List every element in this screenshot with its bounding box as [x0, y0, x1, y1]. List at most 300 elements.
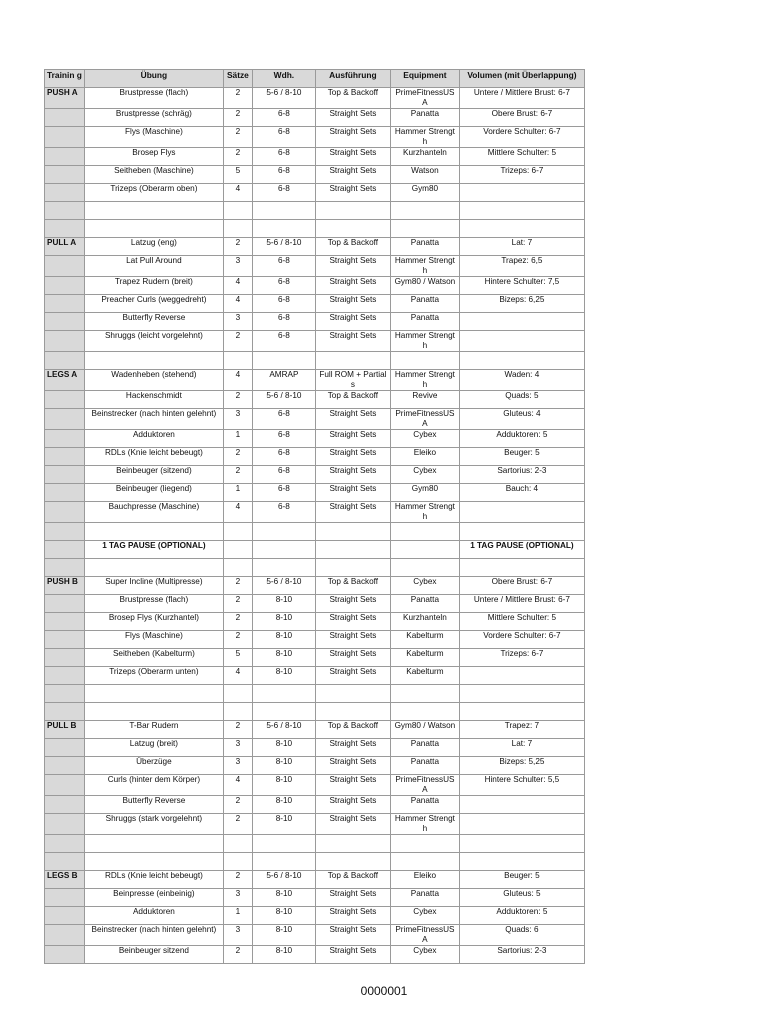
- volume-cell: [459, 796, 584, 814]
- volume-cell: [459, 184, 584, 202]
- execution-cell: Straight Sets: [315, 484, 390, 502]
- table-row: [45, 391, 585, 409]
- equipment-cell: Hammer Strength: [390, 331, 459, 352]
- sets-cell: 3: [223, 925, 252, 946]
- training-cell: [45, 595, 85, 613]
- table-row: [45, 202, 585, 220]
- volume-cell: [459, 835, 584, 853]
- equipment-cell: Cybex: [390, 946, 459, 964]
- exercise-cell: Hackenschmidt: [84, 391, 223, 409]
- exercise-cell: Beinpresse (einbeinig): [84, 889, 223, 907]
- exercise-cell: RDLs (Knie leicht bebeugt): [84, 448, 223, 466]
- training-cell: [45, 796, 85, 814]
- sets-cell: 2: [223, 127, 252, 148]
- table-row: [45, 502, 585, 523]
- training-cell: [45, 649, 85, 667]
- volume-cell: Obere Brust: 6-7: [459, 577, 584, 595]
- volume-cell: Sartorius: 2-3: [459, 946, 584, 964]
- execution-cell: Straight Sets: [315, 409, 390, 430]
- training-cell: [45, 613, 85, 631]
- reps-cell: 6-8: [252, 109, 315, 127]
- training-cell: [45, 853, 85, 871]
- equipment-cell: Panatta: [390, 238, 459, 256]
- volume-cell: Trizeps: 6-7: [459, 649, 584, 667]
- volume-cell: Trapez: 7: [459, 721, 584, 739]
- equipment-cell: Watson: [390, 166, 459, 184]
- reps-cell: [252, 541, 315, 559]
- exercise-cell: Latzug (breit): [84, 739, 223, 757]
- sets-cell: 2: [223, 391, 252, 409]
- sets-cell: [223, 703, 252, 721]
- table-row: [45, 907, 585, 925]
- reps-cell: 6-8: [252, 502, 315, 523]
- sets-cell: 5: [223, 649, 252, 667]
- volume-cell: Lat: 7: [459, 739, 584, 757]
- exercise-cell: [84, 685, 223, 703]
- exercise-cell: Adduktoren: [84, 907, 223, 925]
- sets-cell: 4: [223, 184, 252, 202]
- execution-cell: Straight Sets: [315, 502, 390, 523]
- training-cell: [45, 907, 85, 925]
- exercise-cell: Super Incline (Multipresse): [84, 577, 223, 595]
- volume-cell: Bizeps: 5,25: [459, 757, 584, 775]
- exercise-cell: Trapez Rudern (breit): [84, 277, 223, 295]
- reps-cell: 5-6 / 8-10: [252, 391, 315, 409]
- training-cell: PULL B: [45, 721, 85, 739]
- equipment-cell: Hammer Strength: [390, 256, 459, 277]
- table-row: [45, 703, 585, 721]
- exercise-cell: Brosep Flys (Kurzhantel): [84, 613, 223, 631]
- reps-cell: 6-8: [252, 313, 315, 331]
- execution-cell: [315, 835, 390, 853]
- reps-cell: [252, 220, 315, 238]
- training-cell: [45, 703, 85, 721]
- execution-cell: Straight Sets: [315, 295, 390, 313]
- training-cell: [45, 430, 85, 448]
- training-cell: [45, 523, 85, 541]
- reps-cell: [252, 202, 315, 220]
- execution-cell: Top & Backoff: [315, 577, 390, 595]
- training-cell: [45, 541, 85, 559]
- sets-cell: 4: [223, 502, 252, 523]
- execution-cell: Straight Sets: [315, 109, 390, 127]
- equipment-cell: Panatta: [390, 757, 459, 775]
- reps-cell: 6-8: [252, 256, 315, 277]
- table-row: [45, 925, 585, 946]
- table-row: [45, 166, 585, 184]
- exercise-cell: Wadenheben (stehend): [84, 370, 223, 391]
- training-cell: [45, 184, 85, 202]
- execution-cell: Straight Sets: [315, 739, 390, 757]
- training-cell: [45, 739, 85, 757]
- training-cell: [45, 757, 85, 775]
- table-row: [45, 853, 585, 871]
- training-cell: [45, 889, 85, 907]
- table-row: [45, 835, 585, 853]
- sets-cell: 1: [223, 907, 252, 925]
- exercise-cell: Brustpresse (flach): [84, 595, 223, 613]
- training-cell: [45, 685, 85, 703]
- sets-cell: 3: [223, 409, 252, 430]
- execution-cell: Top & Backoff: [315, 871, 390, 889]
- table-row: [45, 667, 585, 685]
- sets-cell: 1: [223, 430, 252, 448]
- execution-cell: Full ROM + Partials: [315, 370, 390, 391]
- equipment-cell: [390, 352, 459, 370]
- table-row: [45, 331, 585, 352]
- training-cell: [45, 667, 85, 685]
- reps-cell: 6-8: [252, 184, 315, 202]
- training-cell: [45, 202, 85, 220]
- sets-cell: [223, 352, 252, 370]
- reps-cell: 5-6 / 8-10: [252, 871, 315, 889]
- execution-cell: Straight Sets: [315, 313, 390, 331]
- equipment-cell: Panatta: [390, 796, 459, 814]
- reps-cell: [252, 685, 315, 703]
- exercise-cell: Shruggs (leicht vorgelehnt): [84, 331, 223, 352]
- training-cell: [45, 814, 85, 835]
- equipment-cell: Cybex: [390, 466, 459, 484]
- training-cell: [45, 331, 85, 352]
- volume-cell: Lat: 7: [459, 238, 584, 256]
- table-row: [45, 127, 585, 148]
- execution-cell: Straight Sets: [315, 775, 390, 796]
- exercise-cell: [84, 853, 223, 871]
- table-row: [45, 109, 585, 127]
- execution-cell: Straight Sets: [315, 166, 390, 184]
- reps-cell: [252, 853, 315, 871]
- table-row: [45, 184, 585, 202]
- volume-cell: [459, 352, 584, 370]
- exercise-cell: Brustpresse (schräg): [84, 109, 223, 127]
- volume-cell: Hintere Schulter: 7,5: [459, 277, 584, 295]
- sets-cell: 4: [223, 775, 252, 796]
- training-plan-table: [44, 69, 585, 964]
- table-row: [45, 649, 585, 667]
- sets-cell: 2: [223, 631, 252, 649]
- training-cell: [45, 409, 85, 430]
- table-row: [45, 577, 585, 595]
- exercise-cell: Beinbeuger (liegend): [84, 484, 223, 502]
- equipment-cell: Hammer Strength: [390, 127, 459, 148]
- sets-cell: 2: [223, 448, 252, 466]
- table-row: [45, 559, 585, 577]
- equipment-cell: Revive: [390, 391, 459, 409]
- training-cell: [45, 775, 85, 796]
- volume-cell: [459, 559, 584, 577]
- execution-cell: [315, 202, 390, 220]
- exercise-cell: Bauchpresse (Maschine): [84, 502, 223, 523]
- reps-cell: [252, 559, 315, 577]
- execution-cell: Straight Sets: [315, 667, 390, 685]
- sets-cell: 2: [223, 148, 252, 166]
- sets-cell: 4: [223, 295, 252, 313]
- header-volume: Volumen (mit Überlappung): [459, 70, 584, 88]
- training-cell: [45, 256, 85, 277]
- execution-cell: [315, 703, 390, 721]
- exercise-cell: Beinbeuger (sitzend): [84, 466, 223, 484]
- volume-cell: [459, 313, 584, 331]
- reps-cell: 8-10: [252, 925, 315, 946]
- table-row: [45, 430, 585, 448]
- equipment-cell: Eleiko: [390, 871, 459, 889]
- exercise-cell: Preacher Curls (weggedreht): [84, 295, 223, 313]
- training-cell: [45, 109, 85, 127]
- table-row: [45, 238, 585, 256]
- sets-cell: [223, 559, 252, 577]
- volume-cell: [459, 667, 584, 685]
- sets-cell: 2: [223, 88, 252, 109]
- reps-cell: 8-10: [252, 946, 315, 964]
- execution-cell: Straight Sets: [315, 649, 390, 667]
- sets-cell: 2: [223, 466, 252, 484]
- table-row: [45, 409, 585, 430]
- execution-cell: Straight Sets: [315, 466, 390, 484]
- volume-cell: [459, 502, 584, 523]
- reps-cell: 6-8: [252, 448, 315, 466]
- execution-cell: [315, 559, 390, 577]
- sets-cell: 2: [223, 238, 252, 256]
- table-row: [45, 871, 585, 889]
- sets-cell: 2: [223, 109, 252, 127]
- volume-cell: [459, 814, 584, 835]
- execution-cell: Straight Sets: [315, 907, 390, 925]
- sets-cell: 2: [223, 721, 252, 739]
- reps-cell: 6-8: [252, 409, 315, 430]
- table-row: [45, 757, 585, 775]
- exercise-cell: Butterfly Reverse: [84, 796, 223, 814]
- execution-cell: Top & Backoff: [315, 238, 390, 256]
- table-row: [45, 889, 585, 907]
- reps-cell: 8-10: [252, 814, 315, 835]
- volume-cell: Trapez: 6,5: [459, 256, 584, 277]
- volume-cell: [459, 685, 584, 703]
- sets-cell: [223, 523, 252, 541]
- equipment-cell: [390, 541, 459, 559]
- volume-cell: Trizeps: 6-7: [459, 166, 584, 184]
- volume-cell: Mittlere Schulter: 5: [459, 613, 584, 631]
- equipment-cell: PrimeFitnessUS A: [390, 409, 459, 430]
- table-row: [45, 295, 585, 313]
- header-execution: Ausführung: [315, 70, 390, 88]
- table-row: [45, 220, 585, 238]
- reps-cell: 8-10: [252, 907, 315, 925]
- exercise-cell: Beinstrecker (nach hinten gelehnt): [84, 409, 223, 430]
- volume-cell: Beuger: 5: [459, 871, 584, 889]
- sets-cell: [223, 685, 252, 703]
- table-row: [45, 370, 585, 391]
- execution-cell: Straight Sets: [315, 430, 390, 448]
- volume-cell: Quads: 5: [459, 391, 584, 409]
- training-cell: PULL A: [45, 238, 85, 256]
- execution-cell: Straight Sets: [315, 613, 390, 631]
- equipment-cell: Kurzhanteln: [390, 613, 459, 631]
- training-cell: LEGS A: [45, 370, 85, 391]
- table-row: [45, 277, 585, 295]
- reps-cell: 6-8: [252, 277, 315, 295]
- reps-cell: 8-10: [252, 613, 315, 631]
- training-cell: [45, 946, 85, 964]
- training-cell: [45, 835, 85, 853]
- exercise-cell: [84, 220, 223, 238]
- equipment-cell: PrimeFitnessUS A: [390, 925, 459, 946]
- volume-cell: Adduktoren: 5: [459, 430, 584, 448]
- exercise-cell: [84, 703, 223, 721]
- equipment-cell: [390, 523, 459, 541]
- table-row: [45, 613, 585, 631]
- reps-cell: 8-10: [252, 649, 315, 667]
- table-row: [45, 484, 585, 502]
- equipment-cell: Kabelturm: [390, 649, 459, 667]
- equipment-cell: [390, 853, 459, 871]
- execution-cell: Straight Sets: [315, 757, 390, 775]
- execution-cell: [315, 220, 390, 238]
- volume-cell: Gluteus: 4: [459, 409, 584, 430]
- execution-cell: [315, 541, 390, 559]
- sets-cell: 2: [223, 577, 252, 595]
- exercise-cell: [84, 523, 223, 541]
- reps-cell: 8-10: [252, 595, 315, 613]
- reps-cell: 8-10: [252, 796, 315, 814]
- volume-cell: Quads: 6: [459, 925, 584, 946]
- equipment-cell: Gym80: [390, 484, 459, 502]
- execution-cell: [315, 853, 390, 871]
- training-cell: [45, 313, 85, 331]
- equipment-cell: [390, 202, 459, 220]
- reps-cell: 5-6 / 8-10: [252, 88, 315, 109]
- equipment-cell: Gym80: [390, 184, 459, 202]
- exercise-cell: [84, 202, 223, 220]
- equipment-cell: Panatta: [390, 295, 459, 313]
- execution-cell: [315, 685, 390, 703]
- sets-cell: [223, 541, 252, 559]
- execution-cell: [315, 523, 390, 541]
- reps-cell: AMRAP: [252, 370, 315, 391]
- training-cell: [45, 391, 85, 409]
- reps-cell: 6-8: [252, 484, 315, 502]
- exercise-cell: Brustpresse (flach): [84, 88, 223, 109]
- training-cell: [45, 295, 85, 313]
- exercise-cell: Lat Pull Around: [84, 256, 223, 277]
- equipment-cell: Cybex: [390, 430, 459, 448]
- training-cell: [45, 466, 85, 484]
- sets-cell: 4: [223, 277, 252, 295]
- table-row: [45, 946, 585, 964]
- exercise-cell: Brosep Flys: [84, 148, 223, 166]
- execution-cell: Top & Backoff: [315, 88, 390, 109]
- training-cell: [45, 352, 85, 370]
- volume-cell: Mittlere Schulter: 5: [459, 148, 584, 166]
- exercise-cell: Flys (Maschine): [84, 631, 223, 649]
- exercise-cell: Curls (hinter dem Körper): [84, 775, 223, 796]
- equipment-cell: Panatta: [390, 109, 459, 127]
- training-cell: [45, 277, 85, 295]
- table-row: [45, 775, 585, 796]
- equipment-cell: Eleiko: [390, 448, 459, 466]
- execution-cell: Straight Sets: [315, 925, 390, 946]
- volume-cell: Vordere Schulter: 6-7: [459, 127, 584, 148]
- reps-cell: 8-10: [252, 775, 315, 796]
- execution-cell: Straight Sets: [315, 946, 390, 964]
- table-row: [45, 685, 585, 703]
- reps-cell: 5-6 / 8-10: [252, 721, 315, 739]
- page-number: 0000001: [360, 984, 408, 998]
- volume-cell: Untere / Mittlere Brust: 6-7: [459, 595, 584, 613]
- equipment-cell: Hammer Strength: [390, 370, 459, 391]
- exercise-cell: Butterfly Reverse: [84, 313, 223, 331]
- equipment-cell: [390, 559, 459, 577]
- equipment-cell: Hammer Strength: [390, 814, 459, 835]
- reps-cell: 8-10: [252, 667, 315, 685]
- equipment-cell: Panatta: [390, 739, 459, 757]
- reps-cell: 5-6 / 8-10: [252, 238, 315, 256]
- exercise-cell: Trizeps (Oberarm unten): [84, 667, 223, 685]
- volume-cell: Waden: 4: [459, 370, 584, 391]
- table-row: [45, 313, 585, 331]
- training-cell: [45, 127, 85, 148]
- training-cell: PUSH B: [45, 577, 85, 595]
- exercise-cell: [84, 352, 223, 370]
- sets-cell: 2: [223, 814, 252, 835]
- volume-cell: Untere / Mittlere Brust: 6-7: [459, 88, 584, 109]
- table-row: [45, 721, 585, 739]
- table-row: [45, 739, 585, 757]
- table-row: [45, 352, 585, 370]
- volume-cell: Hintere Schulter: 5,5: [459, 775, 584, 796]
- exercise-cell: Flys (Maschine): [84, 127, 223, 148]
- training-cell: [45, 448, 85, 466]
- sets-cell: 4: [223, 667, 252, 685]
- training-cell: [45, 925, 85, 946]
- execution-cell: Straight Sets: [315, 277, 390, 295]
- volume-cell: [459, 220, 584, 238]
- execution-cell: Straight Sets: [315, 889, 390, 907]
- sets-cell: 5: [223, 166, 252, 184]
- sets-cell: 3: [223, 757, 252, 775]
- training-cell: [45, 220, 85, 238]
- volume-cell: Obere Brust: 6-7: [459, 109, 584, 127]
- training-cell: [45, 559, 85, 577]
- equipment-cell: Panatta: [390, 313, 459, 331]
- table-row: [45, 595, 585, 613]
- equipment-cell: PrimeFitnessUS A: [390, 775, 459, 796]
- table-row: [45, 631, 585, 649]
- reps-cell: 6-8: [252, 127, 315, 148]
- equipment-cell: Gym80 / Watson: [390, 721, 459, 739]
- training-cell: [45, 631, 85, 649]
- volume-cell: Bauch: 4: [459, 484, 584, 502]
- equipment-cell: Cybex: [390, 577, 459, 595]
- reps-cell: 6-8: [252, 295, 315, 313]
- sets-cell: 2: [223, 871, 252, 889]
- table-row: [45, 466, 585, 484]
- sets-cell: 3: [223, 256, 252, 277]
- volume-cell: [459, 523, 584, 541]
- exercise-cell: Seitheben (Maschine): [84, 166, 223, 184]
- header-sets: Sätze: [223, 70, 252, 88]
- reps-cell: 8-10: [252, 739, 315, 757]
- training-cell: [45, 502, 85, 523]
- exercise-cell: Überzüge: [84, 757, 223, 775]
- volume-cell: Adduktoren: 5: [459, 907, 584, 925]
- table-body: [45, 88, 585, 964]
- sets-cell: 2: [223, 331, 252, 352]
- execution-cell: Straight Sets: [315, 256, 390, 277]
- reps-cell: [252, 352, 315, 370]
- exercise-cell: Latzug (eng): [84, 238, 223, 256]
- sets-cell: [223, 835, 252, 853]
- reps-cell: [252, 703, 315, 721]
